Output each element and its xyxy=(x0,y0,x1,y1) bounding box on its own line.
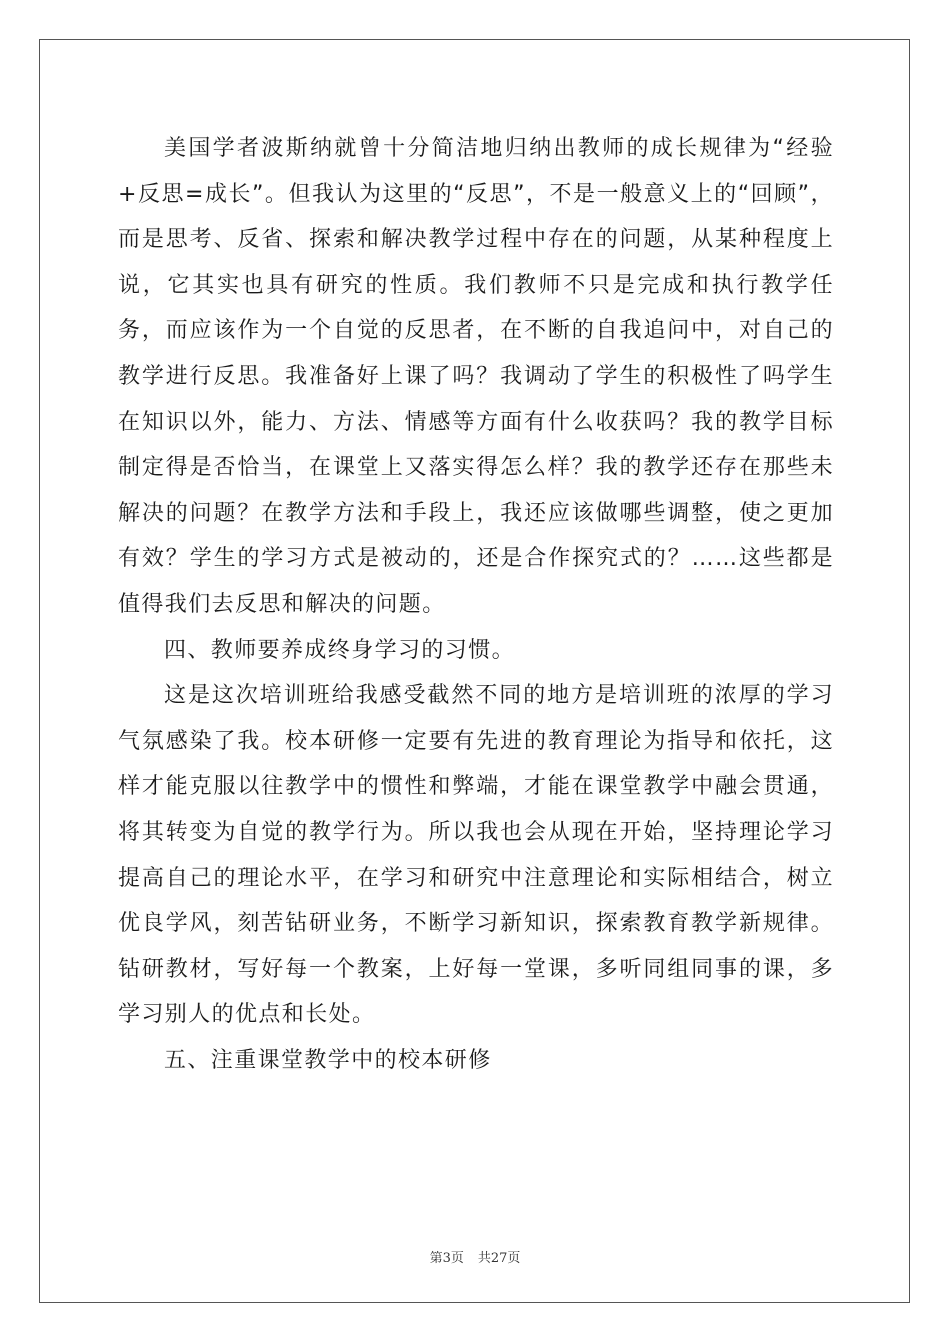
paragraph-reflection: 美国学者波斯纳就曾十分简洁地归纳出教师的成长规律为“经验+反思=成长”。但我认为这里的“反思”，不是一般意义上的“回顾”，而是思考、反省、探索和解决教学过程中存在的问题，从某种程度上说，它其实也具有研究的性质。我们教师不只是完成和执行教学任务，而应该作为一个自觉的反思者，在不断的自我追问中，对自己的教学进行反思。我准备好上课了吗？我调动了学生的积极性了吗学生在知识以外，能力、方法、情感等方面有什么收获吗？我的教学目标制定得是否恰当，在课堂上又落实得怎么样？我的教学还存在那些未解决的问题？在教学方法和手段上，我还应该做哪些调整，使之更加有效？学生的学习方式是被动的，还是合作探究式的？……这些都是值得我们去反思和解决的问题。 xyxy=(118,136,834,617)
section-heading-four: 四、教师要养成终身学习的习惯。 xyxy=(164,637,516,663)
section-heading-five: 五、注重课堂教学中的校本研修 xyxy=(164,1047,492,1073)
page-number: 第3页 xyxy=(429,1251,464,1266)
paragraph-lifelong-learning: 这是这次培训班给我感受截然不同的地方是培训班的浓厚的学习气氛感染了我。校本研修一定要有先进的教育理论为指导和依托，这样才能克服以往教学中的惯性和弊端，才能在课堂教学中融会贯通，将其转变为自觉的教学行为。所以我也会从现在开始，坚持理论学习提高自己的理论水平，在学习和研究中注意理论和实际相结合，树立优良学风，刻苦钻研业务，不断学习新知识，探索教育教学新规律。钻研教材，写好每一个教案，上好每一堂课，多听同组同事的课，多学习别人的优点和长处。 xyxy=(118,683,834,1028)
total-pages: 共27页 xyxy=(477,1251,521,1266)
document-body xyxy=(118,126,834,1083)
page-footer xyxy=(0,1247,950,1266)
